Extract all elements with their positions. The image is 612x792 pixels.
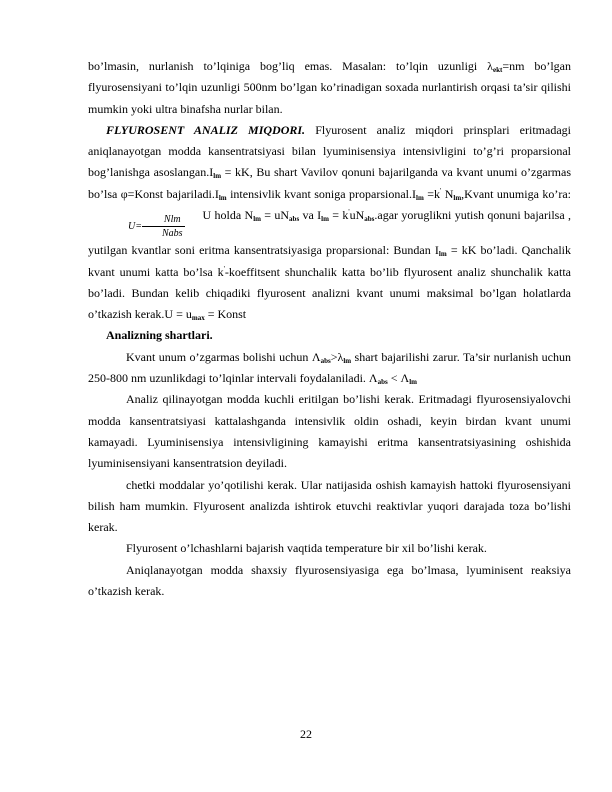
- quantum-yield-formula: U= $\frac{\text{Nlm}}{\text{Nabs}}$: [128, 214, 183, 240]
- bullet-item-3: chetki moddalar yo’qotilishi kerak. Ular natijasida oshish kamayish hattoki flyurosensiyani bilish ham mumkin. Flyurosent analizda ishtirok etuvchi reaktivlar yuqori darajada toza bo’lishi kerak.: [88, 477, 571, 535]
- bullet-item-2: Analiz qilinayotgan modda kuchli eritilgan bo’lishi kerak. Eritmadagi flyurosensiyalovchi modda kansentratsiyasi kattalashganda intensivlik oldin oshadi, keyin birdan kvant unumi kamayadi. Lyuminisensiya intensivligining kamayishi eritma kansentratsiyasining oshishida lyuminisensiyani kansentratsion deyiladi.: [88, 392, 571, 471]
- section-heading: FLYUROSENT ANALIZ MIQDORI.: [106, 122, 306, 137]
- page-number: 22: [300, 727, 312, 741]
- bullet-item-1: Kvant unum o’zgarmas bolishi uchun $\Lambda_{abs}>\lambda_{lm}$ shart bajarilishi zarur. Ta’sir nurlanish uchun 250-800 nm uzunlikdagi to’lqinlar intervali foydalaniladi. $\Lambda_{abs} < \Lambda_{lm}$: [88, 349, 572, 387]
- bullet-dot-icon: [106, 564, 116, 574]
- bullet-item-4: Flyurosent o’lchashlarni bajarish vaqtida temperature bir xil bo’lishi kerak.: [88, 538, 571, 559]
- paragraph-quantitative-analysis: FLYUROSENT ANALIZ MIQDORI. Flyurosent analiz miqdori prinsplari eritmadagi aniqlanayotgan modda kansentratsiyasi bilan lyuminisensiya intensivligini to’g’ri proparsional bog’lanishga $asoslangan.I_{lm}$ = kK, Bu shart Vavilov qonuni bajarilganda va kvant unumi o’zgarmas bo’lsa φ=Konst $bajariladi.I_{lm}$ intensivlik kvant soniga $proparsional.I_{lm} =k'$ $N_{lm},Kvant$ unumiga ko’ra:U= $\frac{\text{Nlm}}{\text{Nabs}}$ U holda $N_{lm} = uN_{abs}$ va $I_{lm}$ = $k'uN_{abs}.agar$ yoruglikni yutish qonuni bajarilsa , yutilgan kvantlar soni eritma kansentratsiyasiga proparsional: Bundan $I_{lm}$ = kK bo’ladi. Qanchalik kvant unumi katta bo’lsa k'-koeffitsent shunchalik katta bo’lib flyurosent analiz shunchalik katta bo’ladi. Bundan kelib chiqadiki flyurosent analizni kvant unumi maksimal bo’lgan holatlarda o’tkazish kerak.U = $u_{max}$ = Konst: [88, 122, 571, 323]
- conditions-heading: Analizning shartlari.: [106, 328, 213, 343]
- bullet-dot-icon: [106, 542, 116, 552]
- bullet-dot-icon: [106, 351, 116, 361]
- bullet-dot-icon: [106, 479, 116, 489]
- document-page: [88, 56, 571, 602]
- bullet-dot-icon: [106, 393, 116, 403]
- bullet-item-5: Aniqlanayotgan modda shaxsiy flyurosensiyasiga ega bo’lmasa, lyuminisent reaksiya o’tkazish kerak.: [88, 562, 571, 599]
- paragraph-intro: bo’lmasin, nurlanish to’lqiniga bog’liq emas. Masalan: to’lqin uzunligi $\lambda_{ekt}=nm$ bo’lgan flyurosensiyani to’lqin uzunligi 500nm bo’lgan ko’rinadigan soxada nurlantirish orqasi ta’sir qilishi mumkin yoki ultra binafsha nurlar bilan.: [88, 59, 572, 116]
